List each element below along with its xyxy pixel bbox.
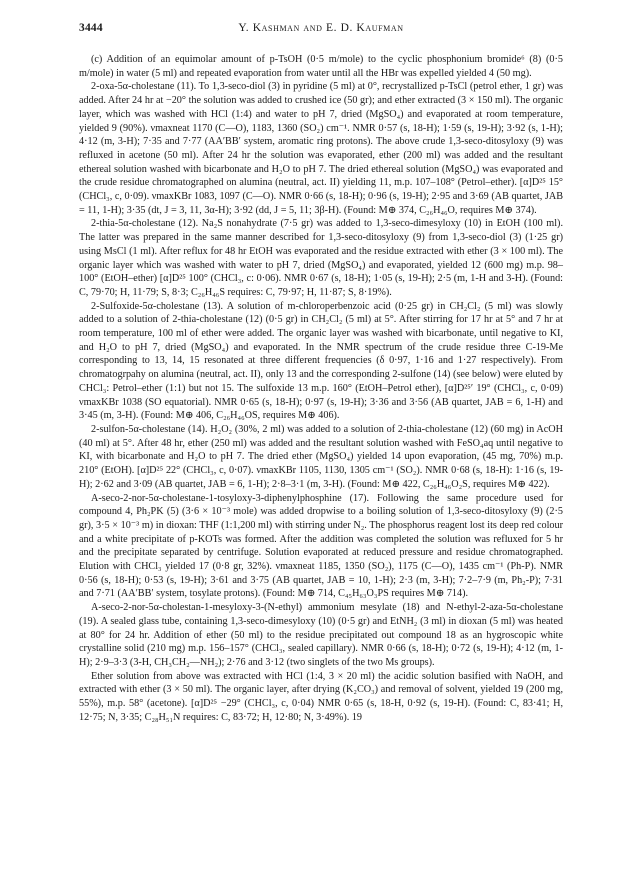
paragraph-ether-extraction: Ether solution from above was extracted with HCl (1:4, 3 × 20 ml) the acidic solution basified with NaOH, and extracted with ether (3 × 50 ml). The organic layer, after drying (K₂CO₃) and removal of solvent, yielded 19 (200 mg, 55%), m.p. 58° (acetone). [α]D²⁵ −29° (CHCl₃, c, 0·04) NMR 0·65 (s, 18-H, 0·92 (s, 19-H). (Found: C, 83·41; H, 12·75; N, 3·35; C₂₈H₅₁N requires: C, 83·72; H, 12·80; N, 3·49%). 19 <box>79 670 563 723</box>
paragraph-2-thia-cholestane: 2-thia-5α-cholestane (12). Na₂S nonahydrate (7·5 gr) was added to 1,3-seco-dimesyloxy (10) in EtOH (100 ml). The latter was prepared in the same manner described for 1,3-seco-ditosyloxy (9) from 1,3-seco-diol (3) (1·25 gr) using MsCl (1 ml). After reflux for 48 hr EtOH was evaporated and the residue extracted with ether (3 × 100 ml). The organic layer which was washed with water to pH 7, dried (MgSO₄) and evaporated, yielded 12 (600 mg) m.p. 98–100° (EtOH–ether) [α]D²⁵ 100° (CHCl₃, c: 0·06). NMR 0·67 (s, 18-H); 1·05 (s, 19-H); 2·5 (m, 1-H and 3-H). (Found: C, 79·70; H, 11·79; S, 8·3; C₂₆H₄₆S requires: C, 79·97; H, 11·87; S, 8·19%). <box>79 218 563 298</box>
running-head: Y. Kashman and E. D. Kaufman <box>238 22 404 34</box>
paragraph-addition-tsoh: (c) Addition of an equimolar amount of p-TsOH (0·5 m/mole) to the cyclic phosphonium bromide⁶ (8) (0·5 m/mole) in water (5 ml) and repeated evaporation from water until all the HBr was expelled yielded 4 (50 mg). <box>79 54 563 79</box>
page-number: 3444 <box>79 22 103 34</box>
experimental-text <box>79 53 563 724</box>
paragraph-ammonium-mesylate: A-seco-2-nor-5α-cholestan-1-mesyloxy-3-(N-ethyl) ammonium mesylate (18) and N-ethyl-2-aza-5α-cholestane (19). A sealed glass tube, containing 1,3-seco-dimesyloxy (10) (0·5 gr) and EtNH₂ (3 ml) in dioxan (5 ml) was heated at 80° for 24 hr. Addition of ether (50 ml) to the residue precipitated out compound 18 as an hygroscopic white crystalline solid (210 mg) m.p. 156–157° (CHCl₃, sealed capillary). NMR 0·66 (s, 18-H); 0·72 (s, 19-H); 4·12 (m, 1-H); 2·9–3·3 (3-H, CH₃CH₂—NH₂); 2·76 and 3·12 (two singlets of the two Ms groups). <box>79 602 563 668</box>
paragraph-tosyloxy-diphenylphosphine: A-seco-2-nor-5α-cholestane-1-tosyloxy-3-diphenylphosphine (17). Following the same procedure used for compound 4, Ph₂PK (5) (3·6 × 10⁻³ mole) was added dropwise to a boiling solution of 1,3-seco-ditosyloxy (9) (2·5 gr), 3·5 × 10⁻³ m) in dioxan: THF (1:1,200 ml) with stirring under N₂. The phosphorus reagent lost its deep red colour and a white precipitate of p-KOTs was formed. After the addition was completed the solution was refluxed for 5 hr and the precipitate separated by centrifuge. Solution evaporated at reduced pressure and residue chromatographed. Elution with CHCl₃ yielded 17 (0·8 gr, 32%). νmaxneat 1185, 1350 (SO₂), 1175 (C—O), 1435 cm⁻¹ (Ph-P). NMR 0·56 (s, 18-H); 0·53 (s, 19-H); 3·61 and 3·75 (AB quartet, JAB = 10, 1-H); 2·3 (m, 3-H); 7·2–7·9 (m, Ph₂-P); 7·31 and 7·71 (AA′BB′ system, tosylate protons). (Found: M⊕ 714, C₄₅H₆₃O₃PS requires M⊕ 714). <box>79 492 563 600</box>
paragraph-2-sulfon-cholestane: 2-sulfon-5α-cholestane (14). H₂O₂ (30%, 2 ml) was added to a solution of 2-thia-cholestane (12) (60 mg) in AcOH (40 ml) at 5°. After 48 hr, ether (250 ml) was added and the resultant solution washed with FeSO₄aq until negative to KI, with bicarbonate and H₂O to pH 7. The dried ether (MgSO₄) yielded 14 upon evaporation, (45 mg, 70%) m.p. 210° (EtOH). [α]D²⁵ 22° (CHCl₃, c, 0·07). νmaxKBr 1105, 1130, 1305 cm⁻¹ (SO₂). NMR 0·68 (s, 18-H): 1·16 (s, 19-H); 2·62 and 3·09 (AB quartet, JAB = 6, 1-H); 2·8–3·1 (m, 3-H). (Found: M⊕ 422, C₂₆H₄₆O₂S, requires M⊕ 422). <box>79 423 563 490</box>
page-header <box>79 22 563 38</box>
paragraph-2-oxa-cholestane: 2-oxa-5α-cholestane (11). To 1,3-seco-diol (3) in pyridine (5 ml) at 0°, recrystallized p-TsCl (petrol ether, 1 gr) was added. After 24 hr at −20° the solution was added to crushed ice (50 gr); and ether extracted (3 × 150 ml). The organic layer, which was washed with HCl (1:4) and water to pH 7, dried (MgSO₄) and evaporated at room temperature, yielded 9 (90%). νmaxneat 1170 (C—O), 1183, 1360 (SO₂) cm⁻¹. NMR 0·57 (s, 18-H); 1·59 (s, 19-H); 3·92 (s, 1-H); 4·12 (m, 3-H); 7·35 and 7·77 (AA′BB′ system, aromatic ring protons). The above crude 1,3-seco-ditosyloxy (9) was refluxed in acetone (50 ml). After 24 hr the solution was evaporated, ether (200 ml) was added and the resultant ethereal solution washed with bicarbonate and H₂O to pH 7. The dried ethereal solution (MgSO₄) was evaporated and the crude residue chromatographed on alumina (neutral, act. II) yielding 11, m.p. 107–108° (Petrol–ether). [α]D²⁵ 15° (CHCl₃, c, 0·09). νmaxKBr 1083, 1097 (C—O). NMR 0·66 (s, 18-H); 0·96 (s, 19-H); 2·95 and 3·69 (AB quartet, JAB = 11, 1-H); 3·35 (dt, J = 3, 11, 3α-H); 3·92 (dd, J = 5, 11; 3β-H). (Found: M⊕ 374, C₂₆H₄₆O, requires M⊕ 374). <box>79 81 563 216</box>
paragraph-2-sulfoxide-cholestane: 2-Sulfoxide-5α-cholestane (13). A solution of m-chloroperbenzoic acid (0·25 gr) in CH₂Cl₂ (5 ml) was slowly added to a solution of 2-thia-cholestane (12) (0·5 gr) in CH₂Cl₂ (5 ml) at 5°. After stirring for 17 hr at 5° and 7 hr at room temperature, 100 ml of ether were added. The organic layer was washed with bicarbonate, until negative to KI, and H₂O to pH 7, dried (MgSO₄) and evaporated. In the NMR spectrum of the crude residue three C-19-Me corresponding to 13, 14, 15 resonated at three different frequencies (δ 0·97, 1·16 and 1·27 respectively). From chromatogrpahy on alumina (neutral, act. II), only 13 and the corresponding 2-sulfone (14) (see below) were eluted by CHCl₃: Petrol–ether (1:1) but not 15. The sulfoxide 13 m.p. 160° (EtOH–Petrol ether), [α]D²⁵′ 19° (CHCl₃, c, 0·09) νmaxKBr 1038 (SO equatorial). NMR 0·65 (s, 18-H); 0·97 (s, 19-H); 3·36 and 3·56 (AB quartet, JAB = 6, 1-H) and 3·45 (m, 3-H). (Found: M⊕ 406, C₂₆H₄₆OS, requires M⊕ 406). <box>79 300 563 422</box>
